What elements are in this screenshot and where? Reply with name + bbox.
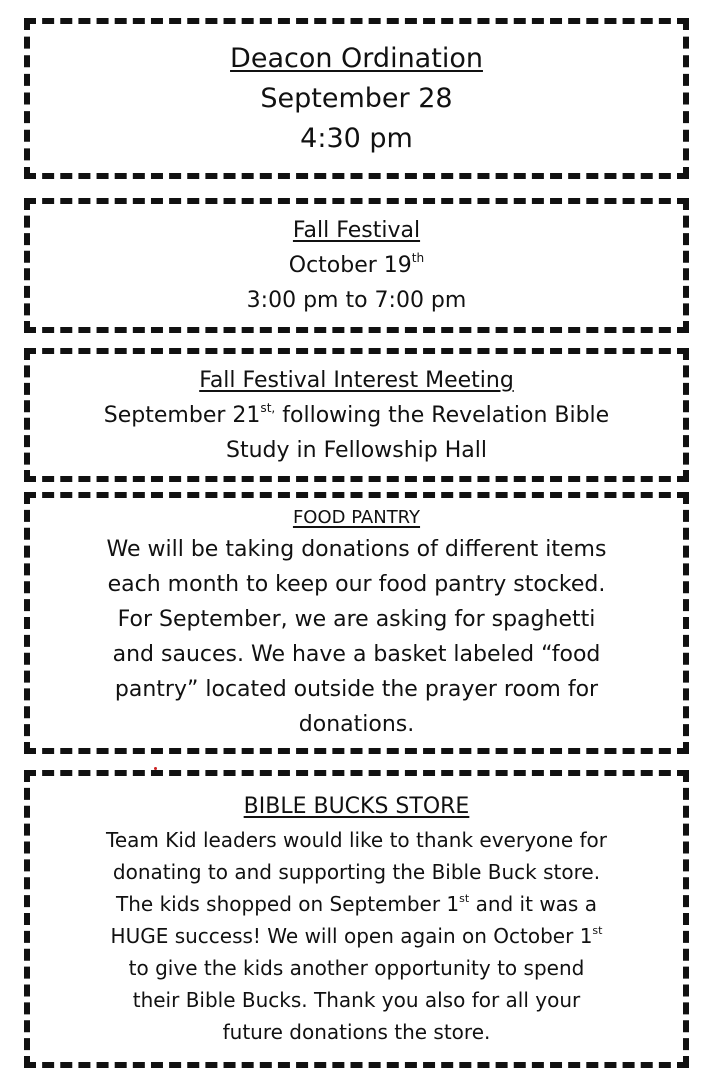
bible-bucks-line: Team Kid leaders would like to thank everyone for [106, 828, 607, 852]
food-pantry-line: donations. [298, 712, 415, 737]
bible-bucks-line: donating to and supporting the Bible Buck store. [112, 860, 601, 884]
interest-meeting-line-1 [104, 398, 609, 433]
food-pantry-line: pantry” located outside the prayer room for [114, 677, 599, 702]
fall-festival-title: Fall Festival [292, 218, 421, 243]
bible-bucks-line: their Bible Bucks. Thank you also for all your [132, 988, 581, 1012]
fall-festival-date-suffix: th [411, 251, 425, 266]
fall-festival-date [289, 248, 424, 283]
deacon-ordination-title: Deacon Ordination [230, 42, 483, 74]
bible-bucks-line-3-suffix: st [459, 892, 470, 906]
food-pantry-line: For September, we are asking for spaghetti [117, 607, 596, 632]
deacon-ordination-time: 4:30 pm [300, 122, 413, 154]
bible-bucks-line-3-rest: and it was a [469, 892, 597, 916]
bible-bucks-line-4-text: HUGE success! We will open again on October 1 [110, 924, 593, 948]
interest-meeting-date-suffix: st, [260, 400, 276, 415]
bible-bucks-title: BIBLE BUCKS STORE [243, 794, 470, 819]
fall-festival-time: 3:00 pm to 7:00 pm [246, 288, 467, 313]
bible-bucks-line [116, 888, 597, 920]
bible-bucks-line-3-text: The kids shopped on September 1 [116, 892, 460, 916]
food-pantry-line: We will be taking donations of different items [106, 537, 607, 562]
interest-meeting-box [24, 348, 689, 482]
bible-bucks-line [111, 920, 603, 952]
fall-festival-date-text: October 19 [288, 253, 412, 278]
deacon-ordination-box [24, 18, 689, 179]
food-pantry-line: each month to keep our food pantry stocked. [107, 572, 606, 597]
fall-festival-box [24, 198, 689, 333]
food-pantry-box [24, 492, 689, 754]
food-pantry-line: and sauces. We have a basket labeled “food [112, 642, 601, 667]
interest-meeting-title: Fall Festival Interest Meeting [199, 367, 514, 393]
bible-bucks-line-4-suffix: st [592, 924, 603, 938]
bible-bucks-box [24, 770, 689, 1068]
interest-meeting-line-2: Study in Fellowship Hall [226, 437, 487, 463]
interest-meeting-date: September 21 [103, 402, 261, 428]
interest-meeting-line-1-rest: following the Revelation Bible [275, 402, 610, 428]
bible-bucks-line: to give the kids another opportunity to spend [128, 956, 585, 980]
food-pantry-title: FOOD PANTRY [292, 507, 421, 528]
bible-bucks-line: future donations the store. [222, 1020, 491, 1044]
deacon-ordination-date: September 28 [260, 82, 453, 114]
